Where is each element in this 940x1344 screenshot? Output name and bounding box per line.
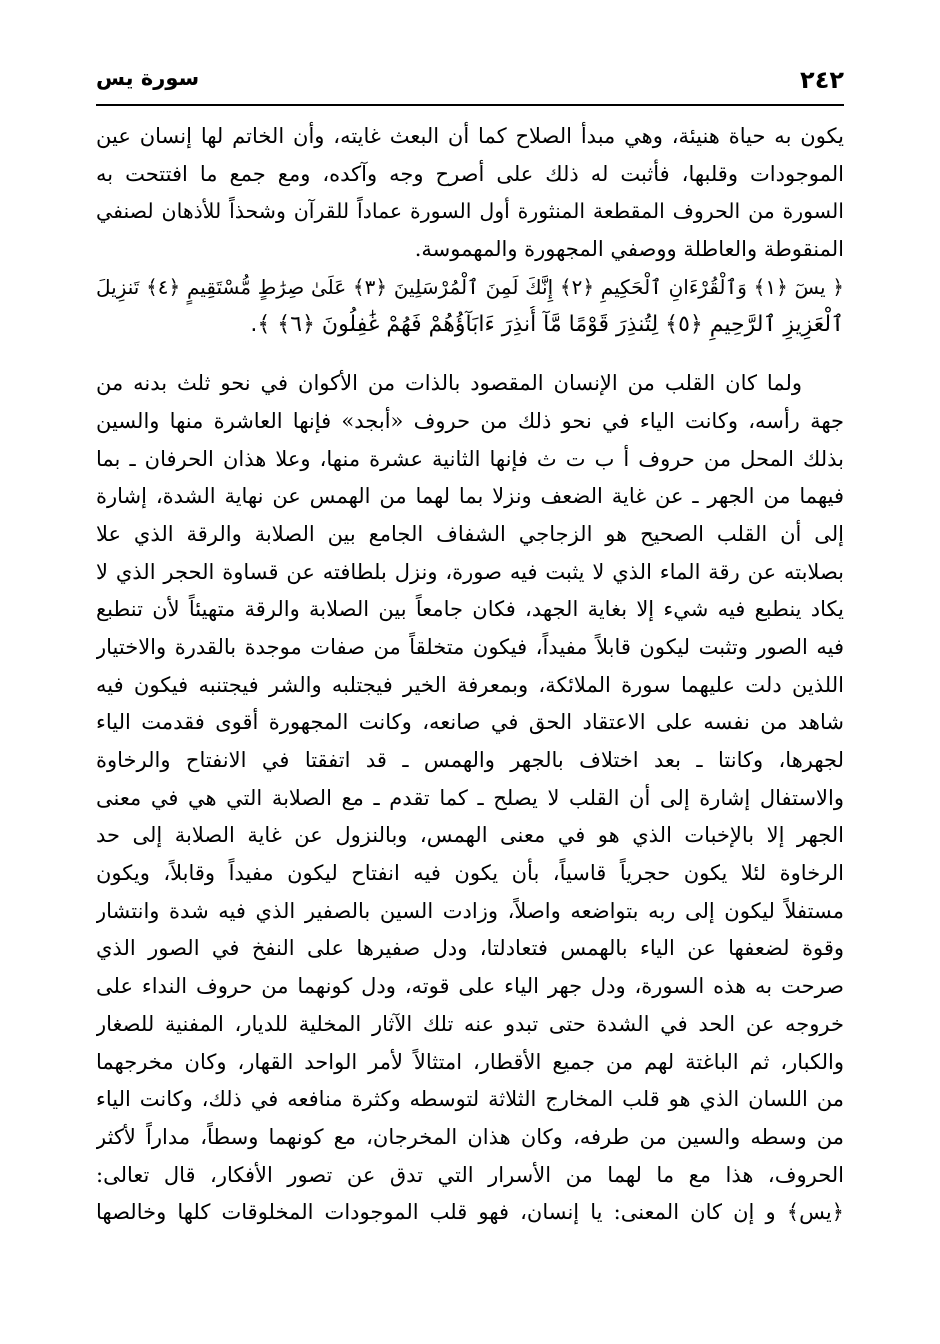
- page-number: ٢٤٢: [800, 66, 844, 94]
- text-line: إلى أن القلب الصحيح هو الزجاجي الشفاف الجامع بين الصلابة والرقة الذي علا: [96, 521, 844, 546]
- text-line: المنقوطة والعاطلة ووصفي المجهورة والمهموسة.: [414, 237, 844, 262]
- verse-line: ٱلْعَزِيزِ ٱلرَّحِيمِ ﴿٥﴾ لِتُنذِرَ قَوْمًا مَّآ أُنذِرَ ءَابَآؤُهُمْ فَهُمْ غَٰفِلُونَ ﴿٦﴾ ﴾.: [250, 312, 844, 338]
- text-line: الرخاوة لئلا يكون حجرياً قاسياً، بأن يكون فيه انفتاح ليكون مفيداً وقابلاً، ويكون: [96, 861, 844, 886]
- text-line: يكاد ينطبع فيه شيء إلا بغاية الجهد، فكان جامعاً بين الصلابة والرقة متهيئاً لأن تنطبع: [96, 597, 844, 622]
- header-rule: [96, 104, 844, 106]
- text-line: الموجودات وقلبها، فأثبت له ذلك على أصرح وجه وآكده، ومع جمع ما افتتحت به: [96, 161, 844, 186]
- paragraph-2: [96, 365, 844, 1232]
- text-line: ولما كان القلب من الإنسان المقصود بالذات من الأكوان في نحو ثلث بدنه من: [96, 371, 802, 396]
- verse-line: ﴿ يسٓ ﴿١﴾ وَٱلْقُرْءَانِ ٱلْحَكِيمِ ﴿٢﴾ إِنَّكَ لَمِنَ ٱلْمُرْسَلِينَ ﴿٣﴾ عَلَىٰ صِرَٰطٍ مُّسْتَقِيمٍ ﴿٤﴾ تَنزِيلَ: [96, 274, 844, 299]
- paragraph-gap: [96, 344, 844, 365]
- text-line: والكبار، ثم الباغتة لهم من جميع الأقطار، امتثالاً لأمر الواحد القهار، وكان مخرجهما: [96, 1049, 844, 1074]
- text-line: من اللسان الذي هو قلب المخارج الثلاثة لتوسطه وكثرة منافعه في ذلك، وكانت الياء: [96, 1087, 844, 1112]
- text-line: الحروف، هذا مع ما لهما من الأسرار التي تدق عن تصور الأفكار، قال تعالى:: [96, 1162, 844, 1187]
- text-line: فيهما من الجهر ـ عن غاية الضعف ونزلا بما لهما من الهمس عن نهاية الشدة، إشارة: [96, 484, 844, 509]
- text-line: فيه الصور وتثبت ليكون قابلاً مفيداً، فيكون متخلقاً من صفات موجدة بالقدرة والاختيار: [96, 634, 844, 659]
- text-line: والاستفال إشارة إلى أن القلب لا يصلح ـ كما تقدم ـ مع الصلابة التي هي في معنى: [96, 785, 844, 810]
- text-line: مستفلاً ليكون إلى ربه بتواضعه واصلاً، وزادت السين بالصفير الذي فيه شدة وانتشار: [96, 898, 844, 923]
- text-line: يكون به حياة هنيئة، وهي مبدأ الصلاح كما أن البعث غايته، وأن الخاتم لها إنسان عين: [96, 124, 844, 148]
- text-line: وقوة لضعفها عن الياء بالهمس فتعادلتا، ودل صفيرها على النفخ في الصور الذي: [96, 936, 844, 961]
- text-line: ﴿يس﴾ و إن كان المعنى: يا إنسان، فهو قلب الموجودات المخلوقات كلها وخالصها: [96, 1200, 844, 1225]
- paragraph-1: [96, 118, 844, 269]
- text-line: شاهد من نفسه على الاعتقاد الحق في صانعه، وكانت المجهورة أقوى فقدمت الياء: [96, 710, 844, 735]
- text-line: لجهرها، وكانتا ـ بعد اختلاف بالجهر والهمس ـ قد اتفقتا في الانفتاح والرخاوة: [96, 748, 844, 772]
- text-line: اللذين دلت عليهما سورة الملائكة، وبمعرفة الخير فيجتلبه والشر فيجتنبه فيكون فيه: [96, 672, 844, 697]
- running-title: سورة يس: [96, 66, 200, 90]
- text-line: جهة رأسه، وكانت الياء في نحو ذلك من حروف «أبجد» فإنها العاشرة منها والسين: [96, 408, 844, 433]
- text-line: من وسطه والسين من طرفه، وكان هذان المخرجان، مع كونهما وسطاً، مداراً لأكثر: [96, 1124, 844, 1149]
- text-line: الجهر إلا بالإخبات الذي هو في معنى الهمس، وبالنزول عن غاية الصلابة إلى حد: [96, 823, 844, 848]
- quran-verses: [96, 269, 844, 344]
- text-line: خروجه عن الحد في الشدة حتى تبدو عنه تلك الآثار المخلية للديار، المفنية للصغار: [96, 1011, 844, 1036]
- text-line: بذلك المحل من حروف أ ب ت ث فإنها الثانية عشرة منها، وعلا هذان الحرفان ـ بما: [96, 446, 844, 471]
- text-line: صرحت به هذه السورة، ودل جهر الياء على قوته، ودل كونهما من حروف النداء على: [96, 974, 844, 999]
- text-line: بصلابته عن رقة الماء الذي لا يثبت فيه صورة، ونزل بلطافته عن قساوة الحجر الذي لا: [96, 559, 844, 584]
- page-header: [96, 66, 844, 102]
- text-line: السورة من الحروف المقطعة المنثورة أول السورة عماداً للقرآن وشحذاً للأذهان لصنفي: [96, 199, 844, 224]
- page-body: [96, 118, 844, 1232]
